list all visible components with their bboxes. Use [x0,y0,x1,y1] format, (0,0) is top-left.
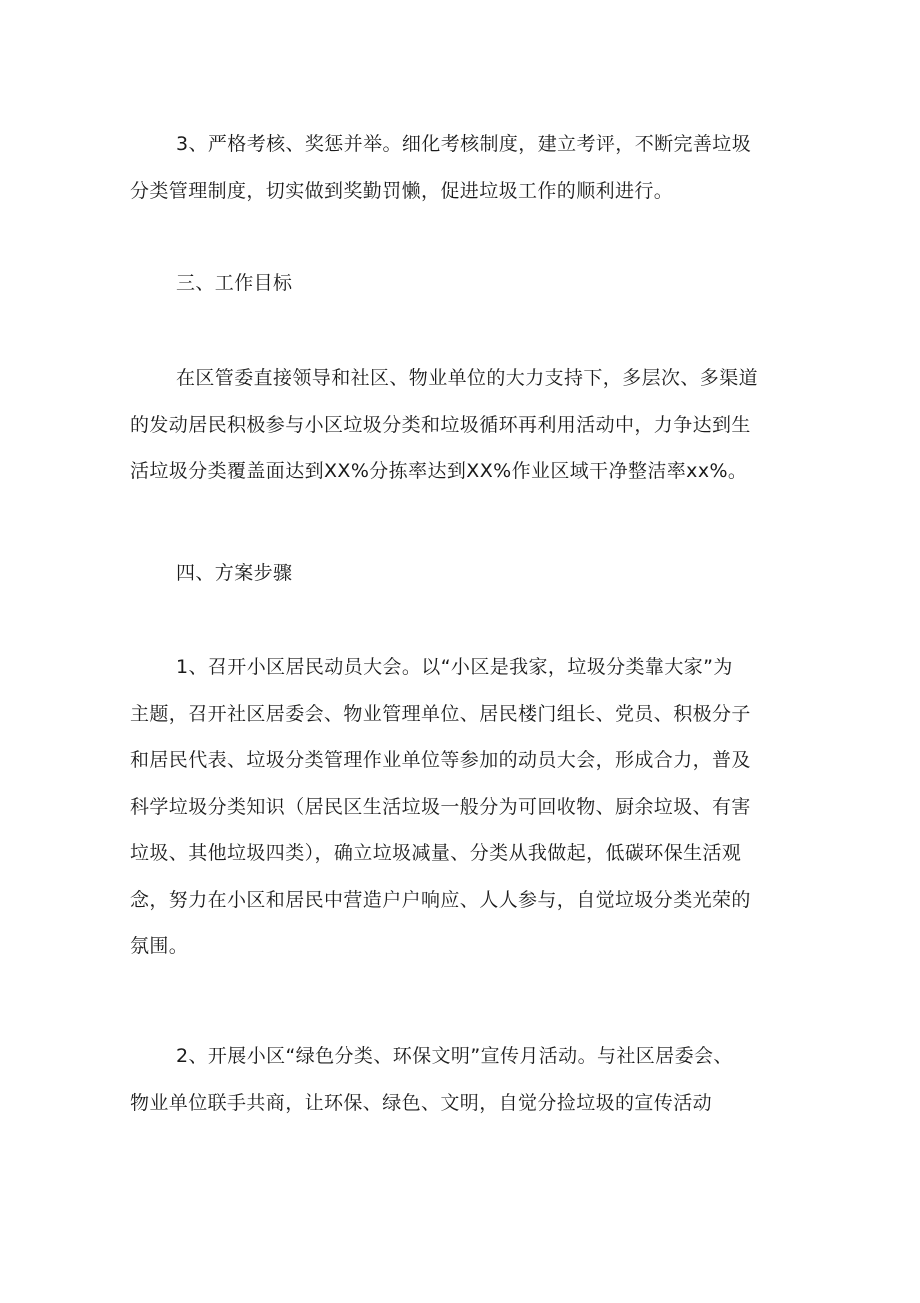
paragraph-step-2 [130,1033,790,1126]
paragraph-line: 3、严格考核、奖惩并举。细化考核制度，建立考评，不断完善垃圾 [176,133,752,155]
paragraph-line: 活垃圾分类覆盖面达到XX%分拣率达到XX%作业区域干净整洁率xx%。 [130,460,748,482]
paragraph-line: 氛围。 [130,935,189,957]
paragraph-line: 科学垃圾分类知识（居民区生活垃圾一般分为可回收物、厨余垃圾、有害 [130,795,751,818]
paragraph-line: 垃圾、其他垃圾四类），确立垃圾减量、分类从我做起，低碳环保生活观 [130,842,742,864]
section-heading-work-goals: 三、工作目标 [176,272,293,294]
paragraph-step-1 [130,644,790,970]
paragraph-line: 分类管理制度，切实做到奖勤罚懒，促进垃圾工作的顺利进行。 [130,179,674,202]
paragraph-line: 和居民代表、垃圾分类管理作业单位等参加的动员大会，形成合力，普及 [130,749,751,771]
paragraph-line: 主题，召开社区居委会、物业管理单位、居民楼门组长、党员、积极分子 [130,702,751,725]
section-heading-plan-steps: 四、方案步骤 [176,562,293,584]
paragraph-assessment-rewards [130,121,790,214]
paragraph-work-goals [130,355,790,495]
paragraph-line: 物业单位联手共商，让环保、绿色、文明，自觉分捡垃圾的宣传活动 [130,1091,713,1114]
paragraph-line: 念，努力在小区和居民中营造户户响应、人人参与，自觉垃圾分类光荣的 [130,888,751,911]
paragraph-line: 的发动居民积极参与小区垃圾分类和垃圾循环再利用活动中，力争达到生 [130,413,751,436]
paragraph-line: 1、召开小区居民动员大会。以“小区是我家，垃圾分类靠大家”为 [176,656,733,678]
paragraph-line: 在区管委直接领导和社区、物业单位的大力支持下，多层次、多渠道 [176,367,759,389]
paragraph-line: 2、开展小区“绿色分类、环保文明”宣传月活动。与社区居委会、 [176,1045,733,1067]
